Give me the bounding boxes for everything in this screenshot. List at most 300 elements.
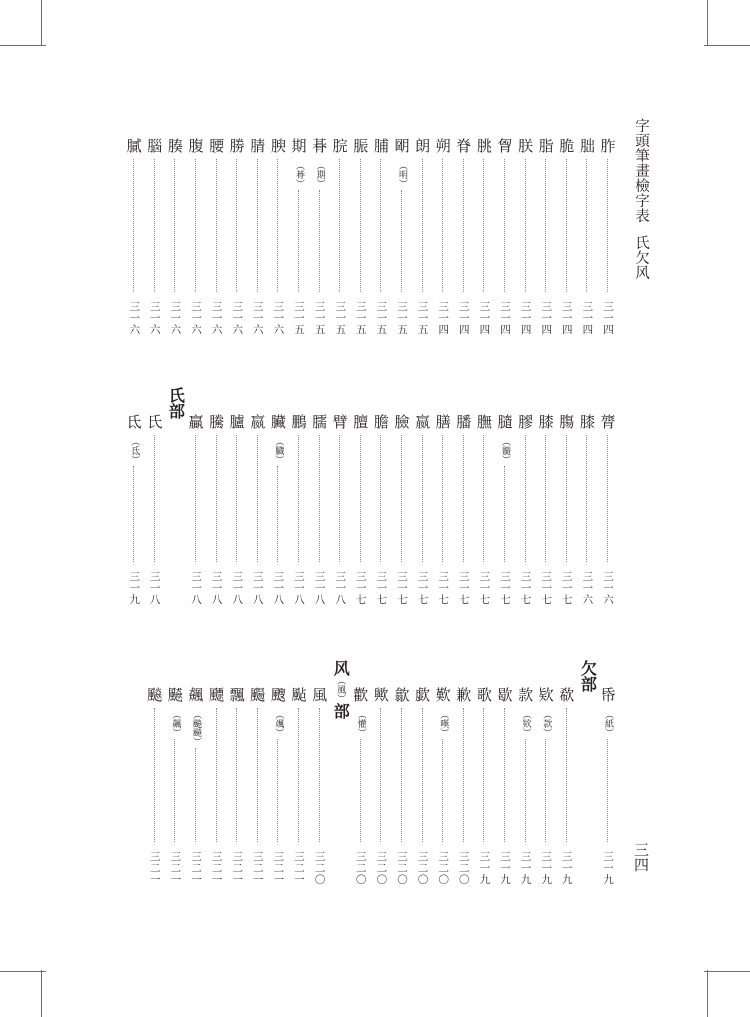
entry-variant: （欵） bbox=[520, 710, 531, 737]
entry-character: 贏 bbox=[188, 413, 204, 431]
page-number: 三四 bbox=[632, 842, 650, 872]
index-entry bbox=[248, 413, 268, 610]
leader-dots bbox=[422, 435, 423, 562]
entry-page-number: 三一八 bbox=[231, 570, 244, 606]
index-entry bbox=[289, 137, 309, 340]
entry-page-number: 三一五 bbox=[416, 300, 429, 336]
entry-page-number: 三一八 bbox=[148, 570, 161, 606]
index-entry bbox=[536, 413, 556, 610]
index-entry bbox=[557, 137, 577, 340]
entry-character: 膽 bbox=[373, 413, 389, 431]
entry-page-number: 三一七 bbox=[560, 570, 573, 606]
entry-character: 膴 bbox=[476, 413, 492, 431]
entry-character: 脂 bbox=[538, 137, 554, 155]
index-entry bbox=[227, 413, 247, 610]
radical-suffix: 部 bbox=[331, 703, 351, 719]
entry-page-number: 三一八 bbox=[334, 570, 347, 606]
entry-character: 臑 bbox=[312, 413, 328, 431]
entry-page-number: 三二〇 bbox=[313, 850, 326, 886]
leader-dots bbox=[566, 435, 567, 562]
leader-dots bbox=[195, 748, 196, 842]
entry-character: 颺 bbox=[250, 686, 266, 704]
entry-page-number: 三一八 bbox=[272, 570, 285, 606]
index-entry bbox=[413, 413, 433, 610]
entry-page-number: 三二一 bbox=[210, 850, 223, 886]
index-entry bbox=[454, 686, 474, 890]
entry-character: 膻 bbox=[353, 413, 369, 431]
leader-dots bbox=[195, 435, 196, 562]
leader-dots bbox=[298, 708, 299, 842]
leader-dots bbox=[319, 435, 320, 562]
leader-dots bbox=[463, 435, 464, 562]
index-entry bbox=[495, 686, 515, 890]
index-entry bbox=[495, 137, 515, 340]
entry-character: 歡 bbox=[353, 686, 369, 704]
entry-character: 鵬 bbox=[291, 413, 307, 431]
entry-page-number: 三一八 bbox=[210, 570, 223, 606]
radical-variant: （風） bbox=[335, 676, 346, 703]
entry-character: 帋 bbox=[600, 686, 616, 704]
leader-dots bbox=[298, 190, 299, 292]
leader-dots bbox=[360, 739, 361, 842]
index-entry bbox=[207, 137, 227, 340]
entry-character: 脆 bbox=[559, 137, 575, 155]
index-entry bbox=[268, 686, 288, 890]
entry-character: 飈 bbox=[147, 686, 163, 704]
index-entry bbox=[289, 686, 309, 890]
leader-dots bbox=[195, 159, 196, 292]
entry-character: 飇 bbox=[167, 686, 183, 704]
index-entry bbox=[165, 137, 185, 340]
entry-character: 胷 bbox=[497, 137, 513, 155]
index-entry bbox=[474, 137, 494, 340]
index-entry bbox=[248, 686, 268, 890]
entry-character: 歌 bbox=[476, 686, 492, 704]
entry-character: 勝 bbox=[229, 137, 245, 155]
entry-page-number: 三二一 bbox=[251, 850, 264, 886]
leader-dots bbox=[442, 159, 443, 292]
leader-dots bbox=[360, 435, 361, 562]
crop-mark-top-left-v bbox=[41, 0, 42, 46]
entry-page-number: 三一四 bbox=[540, 300, 553, 336]
index-entry bbox=[495, 413, 515, 610]
entry-page-number: 三一五 bbox=[293, 300, 305, 336]
entry-page-number: 三一七 bbox=[416, 570, 429, 606]
entry-page-number: 三一九 bbox=[540, 850, 553, 886]
entry-character: 膳 bbox=[435, 413, 451, 431]
leader-dots bbox=[401, 190, 402, 292]
entry-character: 款 bbox=[518, 686, 534, 704]
entry-character: 臂 bbox=[332, 413, 348, 431]
leader-dots bbox=[463, 159, 464, 292]
entry-page-number: 三一七 bbox=[457, 570, 470, 606]
entry-page-number: 三二〇 bbox=[457, 850, 470, 886]
leader-dots bbox=[545, 159, 546, 292]
leader-dots bbox=[133, 159, 134, 292]
entry-character: 膰 bbox=[456, 413, 472, 431]
entry-page-number: 三二一 bbox=[169, 850, 182, 886]
leader-dots bbox=[504, 708, 505, 842]
index-entry bbox=[227, 686, 247, 890]
crop-mark-top-left-h bbox=[0, 45, 46, 46]
entry-page-number: 三二一 bbox=[148, 850, 161, 886]
leader-dots bbox=[174, 739, 175, 842]
entry-character: 膸 bbox=[497, 413, 513, 431]
entry-page-number: 三一七 bbox=[540, 570, 553, 606]
entry-variant: （明） bbox=[397, 161, 407, 188]
entry-variant: （款） bbox=[541, 710, 552, 737]
entry-character: 朞 bbox=[312, 137, 328, 155]
index-entry bbox=[310, 413, 330, 610]
index-entry bbox=[413, 137, 433, 340]
leader-dots bbox=[422, 708, 423, 842]
index-entry bbox=[598, 137, 618, 340]
index-entry bbox=[557, 413, 577, 610]
entry-page-number: 三一四 bbox=[437, 300, 450, 336]
entry-character: 氏 bbox=[147, 413, 163, 431]
leader-dots bbox=[483, 435, 484, 562]
leader-dots bbox=[216, 159, 217, 292]
entry-page-number: 三一六 bbox=[190, 300, 202, 336]
index-entry bbox=[165, 686, 185, 890]
entry-page-number: 三二〇 bbox=[437, 850, 450, 886]
radical-heading: 欠部 bbox=[578, 660, 598, 692]
leader-dots bbox=[380, 708, 381, 842]
leader-dots bbox=[607, 159, 608, 292]
entry-variant: （期） bbox=[314, 161, 325, 188]
entry-page-number: 三一四 bbox=[519, 300, 532, 336]
index-entry bbox=[413, 686, 433, 890]
index-entry bbox=[371, 413, 391, 610]
entry-page-number: 三一六 bbox=[128, 300, 141, 336]
leader-dots bbox=[607, 435, 608, 562]
entry-page-number: 三一七 bbox=[375, 570, 388, 606]
index-entry bbox=[351, 137, 371, 340]
entry-page-number: 三二〇 bbox=[396, 850, 408, 886]
leader-dots bbox=[216, 708, 217, 842]
entry-page-number: 三一六 bbox=[581, 570, 594, 606]
index-entry bbox=[433, 137, 453, 340]
index-entry bbox=[310, 137, 330, 340]
entry-character: 脘 bbox=[332, 137, 348, 155]
entry-character: 歉 bbox=[456, 686, 472, 704]
radical-char: 风 bbox=[331, 660, 351, 676]
entry-page-number: 三一六 bbox=[148, 300, 161, 336]
leader-dots bbox=[545, 435, 546, 562]
index-entry bbox=[454, 137, 474, 340]
leader-dots bbox=[401, 708, 402, 842]
entry-page-number: 三一八 bbox=[251, 570, 264, 606]
entry-page-number: 三一九 bbox=[519, 850, 532, 886]
running-head-radical: 欠 bbox=[633, 250, 649, 265]
entry-character: 膠 bbox=[518, 413, 534, 431]
index-entry bbox=[310, 686, 330, 890]
entry-character: 脯 bbox=[373, 137, 389, 155]
index-entry bbox=[207, 413, 227, 610]
entry-character: 腦 bbox=[147, 137, 163, 155]
leader-dots bbox=[566, 708, 567, 842]
leader-dots bbox=[380, 435, 381, 562]
index-entry bbox=[248, 137, 268, 340]
index-entry bbox=[516, 413, 536, 610]
entry-character: 歔 bbox=[415, 686, 431, 704]
index-entry bbox=[124, 137, 144, 340]
entry-variant: （颯） bbox=[273, 710, 284, 737]
entry-variant: （飆） bbox=[170, 710, 181, 737]
leader-dots bbox=[277, 466, 278, 562]
entry-page-number: 三二一 bbox=[190, 850, 202, 886]
entry-page-number: 三二〇 bbox=[416, 850, 429, 886]
running-head-title: 字頭筆畫檢字表 bbox=[633, 118, 649, 223]
entry-character: 歇 bbox=[497, 686, 513, 704]
entry-page-number: 三一八 bbox=[313, 570, 326, 606]
entry-character: 腴 bbox=[270, 137, 286, 155]
entry-page-number: 三一七 bbox=[354, 570, 367, 606]
crop-mark-bottom-left-h bbox=[0, 971, 46, 972]
index-entry bbox=[268, 137, 288, 340]
entry-character: 飄 bbox=[229, 686, 245, 704]
entry-character: 膝 bbox=[579, 413, 595, 431]
entry-page-number: 三二一 bbox=[272, 850, 285, 886]
leader-dots bbox=[586, 435, 587, 562]
crop-mark-bottom-right-h bbox=[704, 971, 750, 972]
index-entry bbox=[186, 686, 206, 890]
leader-dots bbox=[545, 739, 546, 842]
entry-variant: （懽） bbox=[355, 710, 366, 737]
radical-heading: 氏部 bbox=[166, 387, 186, 419]
index-entry bbox=[186, 137, 206, 340]
entry-character: 期 bbox=[291, 137, 307, 155]
leader-dots bbox=[319, 190, 320, 292]
entry-character: 臟 bbox=[270, 413, 286, 431]
entry-page-number: 三一四 bbox=[581, 300, 594, 336]
crop-mark-bottom-right-v bbox=[707, 970, 708, 1017]
index-entry bbox=[351, 413, 371, 610]
entry-page-number: 三一五 bbox=[375, 300, 388, 336]
index-entry bbox=[289, 413, 309, 610]
index-entry bbox=[516, 137, 536, 340]
leader-dots bbox=[607, 739, 608, 842]
entry-character: 颭 bbox=[291, 686, 307, 704]
entry-page-number: 三一四 bbox=[499, 300, 511, 336]
leader-dots bbox=[504, 159, 505, 292]
entry-character: 氐 bbox=[126, 413, 142, 431]
index-entry bbox=[433, 686, 453, 890]
entry-page-number: 三一九 bbox=[499, 850, 511, 886]
index-entry bbox=[433, 413, 453, 610]
leader-dots bbox=[257, 435, 258, 562]
running-head bbox=[632, 118, 650, 280]
entry-page-number: 三一六 bbox=[602, 570, 614, 606]
entry-variant: （髓） bbox=[500, 437, 510, 464]
radical-heading bbox=[329, 660, 351, 719]
leader-dots bbox=[298, 435, 299, 562]
entry-page-number: 三一七 bbox=[499, 570, 511, 606]
index-entry bbox=[474, 413, 494, 610]
entry-page-number: 三一四 bbox=[602, 300, 614, 336]
entry-page-number: 三一六 bbox=[272, 300, 285, 336]
entry-page-number: 三一九 bbox=[128, 570, 141, 606]
leader-dots bbox=[154, 159, 155, 292]
index-entry bbox=[392, 137, 412, 340]
entry-character: 臚 bbox=[229, 413, 245, 431]
index-entry bbox=[351, 686, 371, 890]
entry-page-number: 三二一 bbox=[231, 850, 244, 886]
entry-page-number: 三一九 bbox=[602, 850, 614, 886]
entry-page-number: 三二〇 bbox=[375, 850, 388, 886]
entry-character: 朙 bbox=[394, 137, 410, 155]
entry-character: 欷 bbox=[559, 686, 575, 704]
entry-variant: （嘆） bbox=[438, 710, 449, 737]
entry-character: 朏 bbox=[579, 137, 595, 155]
leader-dots bbox=[360, 159, 361, 292]
leader-dots bbox=[339, 435, 340, 562]
index-entry bbox=[454, 413, 474, 610]
entry-character: 腰 bbox=[209, 137, 225, 155]
entry-character: 歟 bbox=[373, 686, 389, 704]
entry-page-number: 三一八 bbox=[190, 570, 202, 606]
leader-dots bbox=[504, 466, 505, 562]
entry-character: 騰 bbox=[209, 413, 225, 431]
entry-character: 膂 bbox=[600, 413, 616, 431]
entry-variant: （飈飇） bbox=[191, 710, 201, 746]
leader-dots bbox=[154, 708, 155, 842]
running-head-radical: 风 bbox=[633, 265, 649, 280]
entry-character: 飃 bbox=[209, 686, 225, 704]
leader-dots bbox=[236, 159, 237, 292]
entry-character: 脊 bbox=[456, 137, 472, 155]
entry-character: 飆 bbox=[188, 686, 204, 704]
leader-dots bbox=[442, 739, 443, 842]
leader-dots bbox=[525, 435, 526, 562]
entry-variant: （氐） bbox=[129, 437, 140, 464]
entry-page-number: 三一五 bbox=[313, 300, 326, 336]
index-entry bbox=[207, 686, 227, 890]
leader-dots bbox=[586, 159, 587, 292]
entry-character: 膩 bbox=[126, 137, 142, 155]
index-entry bbox=[577, 137, 597, 340]
leader-dots bbox=[442, 435, 443, 562]
leader-dots bbox=[133, 466, 134, 562]
entry-character: 朔 bbox=[435, 137, 451, 155]
index-entry bbox=[371, 137, 391, 340]
entry-character: 朗 bbox=[415, 137, 431, 155]
entry-character: 嬴 bbox=[250, 413, 266, 431]
entry-page-number: 三一八 bbox=[293, 570, 305, 606]
entry-character: 臉 bbox=[394, 413, 410, 431]
entry-page-number: 三一五 bbox=[334, 300, 347, 336]
leader-dots bbox=[174, 159, 175, 292]
crop-mark-top-right-h bbox=[704, 45, 750, 46]
leader-dots bbox=[236, 708, 237, 842]
entry-character: 嬴 bbox=[415, 413, 431, 431]
index-entry bbox=[557, 686, 577, 890]
index-entry bbox=[227, 137, 247, 340]
entry-character: 欵 bbox=[538, 686, 554, 704]
index-entry bbox=[392, 686, 412, 890]
entry-variant: （紙） bbox=[603, 710, 613, 737]
entry-character: 脤 bbox=[353, 137, 369, 155]
entry-page-number: 三一七 bbox=[519, 570, 532, 606]
entry-page-number: 三一七 bbox=[478, 570, 491, 606]
leader-dots bbox=[154, 435, 155, 562]
index-entry bbox=[598, 686, 618, 890]
entry-page-number: 三一六 bbox=[210, 300, 223, 336]
entry-page-number: 三一六 bbox=[251, 300, 264, 336]
index-entry bbox=[392, 413, 412, 610]
running-head-radical: 氏 bbox=[633, 235, 649, 250]
crop-mark-top-right-v bbox=[707, 0, 708, 46]
entry-page-number: 三一九 bbox=[478, 850, 491, 886]
entry-page-number: 三一六 bbox=[231, 300, 244, 336]
index-entry bbox=[145, 686, 165, 890]
index-entry bbox=[268, 413, 288, 610]
entry-character: 朓 bbox=[476, 137, 492, 155]
entry-variant: （臓） bbox=[273, 437, 284, 464]
leader-dots bbox=[277, 159, 278, 292]
entry-page-number: 三一六 bbox=[169, 300, 182, 336]
index-entry bbox=[516, 686, 536, 890]
index-entry bbox=[186, 413, 206, 610]
leader-dots bbox=[257, 708, 258, 842]
entry-page-number: 三一五 bbox=[396, 300, 408, 336]
index-entry bbox=[124, 413, 144, 610]
entry-character: 腹 bbox=[188, 137, 204, 155]
index-entry bbox=[330, 137, 350, 340]
entry-character: 腠 bbox=[167, 137, 183, 155]
leader-dots bbox=[277, 739, 278, 842]
leader-dots bbox=[236, 435, 237, 562]
entry-character: 颼 bbox=[270, 686, 286, 704]
leader-dots bbox=[525, 739, 526, 842]
leader-dots bbox=[483, 708, 484, 842]
index-entry bbox=[330, 413, 350, 610]
entry-page-number: 三二一 bbox=[293, 850, 305, 886]
leader-dots bbox=[463, 708, 464, 842]
entry-character: 歎 bbox=[435, 686, 451, 704]
leader-dots bbox=[483, 159, 484, 292]
index-entry bbox=[536, 137, 556, 340]
entry-page-number: 三一九 bbox=[560, 850, 573, 886]
entry-character: 膝 bbox=[538, 413, 554, 431]
index-entry bbox=[371, 686, 391, 890]
entry-variant: （朞） bbox=[294, 161, 304, 188]
leader-dots bbox=[380, 159, 381, 292]
entry-character: 歙 bbox=[394, 686, 410, 704]
index-entry bbox=[536, 686, 556, 890]
leader-dots bbox=[257, 159, 258, 292]
index-entry bbox=[577, 413, 597, 610]
entry-character: 膓 bbox=[559, 413, 575, 431]
entry-page-number: 三一四 bbox=[560, 300, 573, 336]
leader-dots bbox=[339, 159, 340, 292]
entry-character: 朕 bbox=[518, 137, 534, 155]
index-entry bbox=[598, 413, 618, 610]
entry-page-number: 三一四 bbox=[457, 300, 470, 336]
entry-page-number: 三二〇 bbox=[354, 850, 367, 886]
entry-page-number: 三一四 bbox=[478, 300, 491, 336]
leader-dots bbox=[422, 159, 423, 292]
entry-page-number: 三一七 bbox=[396, 570, 408, 606]
leader-dots bbox=[525, 159, 526, 292]
entry-character: 腈 bbox=[250, 137, 266, 155]
entry-page-number: 三一五 bbox=[354, 300, 367, 336]
leader-dots bbox=[319, 708, 320, 842]
leader-dots bbox=[216, 435, 217, 562]
entry-character: 風 bbox=[312, 686, 328, 704]
leader-dots bbox=[401, 435, 402, 562]
index-entry bbox=[145, 137, 165, 340]
